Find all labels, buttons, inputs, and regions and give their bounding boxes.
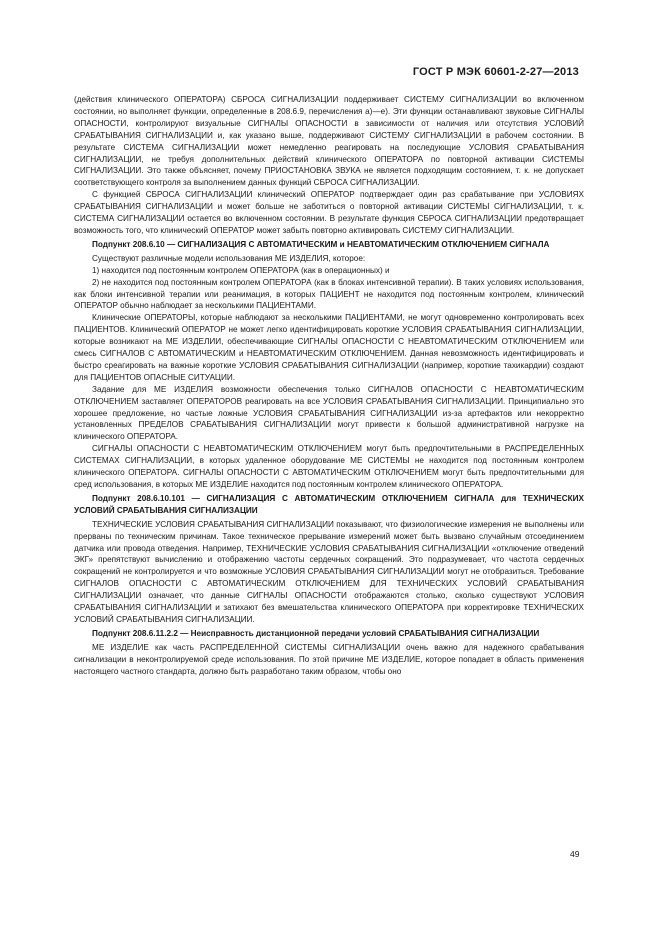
list-item-1: 1) находится под постоянным контролем ОПЕРАТОРА (как в операционных) и (92, 265, 390, 275)
paragraph-distributed-alarm-system: МЕ ИЗДЕЛИЕ как часть РАСПРЕДЕЛЕННОЙ СИСТЕМЫ СИГНАЛИЗАЦИИ очень важно для надежного срабатывания сигнализации в неконтролируемой среде использования. По этой причине МЕ ИЗДЕЛИЕ, которое попадает в область применения настоящего частного стандарта, должно быть разработано таким образом, чтобы оно (74, 642, 584, 676)
paragraph-technical-alarm-conditions: ТЕХНИЧЕСКИЕ УСЛОВИЯ СРАБАТЫВАНИЯ СИГНАЛИЗАЦИИ показывают, что физиологические измерения не выполнены или прерваны по техническим причинам. Такое техническое прерывание измерений может быть вызвано случайным отсоединением датчика или провода отведения. Например, ТЕХНИЧЕСКИЕ УСЛОВИЯ СРАБАТЫВАНИЯ СИГНАЛИЗАЦИИ «отключение отведений ЭКГ» препятствуют вычислению и отображению частоты сердечных сокращений. Это подразумевает, что частота сердечных сокращений не контролируется и что возможные УСЛОВИЯ СРАБАТЫВАНИЯ СИГНАЛИЗАЦИИ могут не отобразиться. Требование СИГНАЛОВ ОПАСНОСТИ С АВТОМАТИЧЕСКИМ ОТКЛЮЧЕНИЕМ ДЛЯ ТЕХНИЧЕСКИХ УСЛОВИЙ СРАБАТЫВАНИЯ СИГНАЛИЗАЦИИ означает, что данные СИГНАЛЫ ОПАСНОСТИ отображаются столько, сколько существуют УСЛОВИЯ СРАБАТЫВАНИЯ СИГНАЛИЗАЦИИ и затихают без вмешательства клинического ОПЕРАТОРА при корректировке ТЕХНИЧЕСКИХ УСЛОВИЙ СРАБАТЫВАНИЯ СИГНАЛИЗАЦИИ. (74, 519, 584, 624)
list-item-2: 2) не находится под постоянным контролем ОПЕРАТОРА (как в блоках интенсивной терапии). В таких условиях использования, как блоки интенсивной терапии или реанимация, в которых ПАЦИЕНТ не находится под постоянным контролем, клинический ОПЕРАТОР обычно наблюдает за несколькими ПАЦИЕНТАМИ. (74, 277, 584, 311)
paragraph-alarm-reset-continued: (действия клинического ОПЕРАТОРА) СБРОСА СИГНАЛИЗАЦИИ поддерживает СИСТЕМУ СИГНАЛИЗАЦИИ во включенном состоянии, но выполняет функции, определенные в 208.6.9, перечисления а)—е). Эти функции останавливают звуковые СИГНАЛЫ ОПАСНОСТИ, контролируют визуальные СИГНАЛЫ ОПАСНОСТИ в зависимости от наличия или отсутствия УСЛОВИЙ СРАБАТЫВАНИЯ СИГНАЛИЗАЦИИ и, как указано выше, поддерживают СИСТЕМУ СИГНАЛИЗАЦИИ в рабочем состоянии. В результате СИСТЕМА СИГНАЛИЗАЦИИ может немедленно реагировать на последующие УСЛОВИЯ СРАБАТЫВАНИЯ СИГНАЛИЗАЦИИ, не требуя дополнительных действий клинического ОПЕРАТОРА по повторной активации СИСТЕМЫ СИГНАЛИЗАЦИИ. Это также объясняет, почему ПРИОСТАНОВКА ЗВУКА не является подходящим состоянием, т. к. не допускает соответствующего контроля за выполнением данных функций СБРОСА СИГНАЛИЗАЦИИ. (74, 95, 584, 188)
subclause-heading-208-6-10: Подпункт 208.6.10 — СИГНАЛИЗАЦИЯ С АВТОМАТИЧЕСКИМ и НЕАВТОМАТИЧЕСКИМ ОТКЛЮЧЕНИЕМ СИГНАЛА (92, 239, 550, 249)
standard-header: ГОСТ Р МЭК 60601-2-27—2013 (412, 66, 579, 78)
page-number: 49 (570, 849, 580, 859)
subclause-heading-208-6-10-101: Подпункт 208.6.10.101 — СИГНАЛИЗАЦИЯ С АВТОМАТИЧЕСКИМ ОТКЛЮЧЕНИЕМ СИГНАЛА для ТЕХНИЧЕСКИХ УСЛОВИЙ СРАБАТЫВАНИЯ СИГНАЛИЗАЦИИ (74, 493, 584, 515)
paragraph-clinical-operators: Клинические ОПЕРАТОРЫ, которые наблюдают за несколькими ПАЦИЕНТАМИ, не могут одновременно контролировать всех ПАЦИЕНТОВ. Клинический ОПЕРАТОР не может легко идентифицировать короткие УСЛОВИЯ СРАБАТЫВАНИЯ СИГНАЛИЗАЦИИ, которые возникают на МЕ ИЗДЕЛИИ, обеспечивающие СИГНАЛЫ ОПАСНОСТИ С НЕАВТОМАТИЧЕСКИМ ОТКЛЮЧЕНИЕМ или смесь СИГНАЛОВ С АВТОМАТИЧЕСКИМ и НЕАВТОМАТИЧЕСКИМ ОТКЛЮЧЕНИЕМ. Данная невозможность идентифицировать и быстро среагировать на важные короткие УСЛОВИЯ СРАБАТЫВАНИЯ СИГНАЛИЗАЦИИ (например, короткие тахикардии) создают для ПАЦИЕНТОВ ОПАСНЫЕ СИТУАЦИИ. (74, 313, 584, 382)
paragraph-distributed-systems: СИГНАЛЫ ОПАСНОСТИ С НЕАВТОМАТИЧЕСКИМ ОТКЛЮЧЕНИЕМ могут быть предпочтительными в РАСПРЕДЕЛЕННЫХ СИСТЕМАХ СИГНАЛИЗАЦИИ, в которых удаленное оборудование МЕ СИСТЕМЫ не находится под постоянным контролем клинического ОПЕРАТОРА. СИГНАЛЫ ОПАСНОСТИ С АВТОМАТИЧЕСКИМ ОТКЛЮЧЕНИЕМ могут быть предпочтительными для сред использования, в которых МЕ ИЗДЕЛИЕ находится под постоянным контролем клинического ОПЕРАТОРА. (74, 444, 584, 489)
paragraph-usage-models: Существуют различные модели использования МЕ ИЗДЕЛИЯ, которое: (92, 253, 366, 263)
paragraph-non-latching-task: Задание для МЕ ИЗДЕЛИЯ возможности обеспечения только СИГНАЛОВ ОПАСНОСТИ С НЕАВТОМАТИЧЕСКИМ ОТКЛЮЧЕНИЕМ заставляет ОПЕРАТОРОВ реагировать на все УСЛОВИЯ СРАБАТЫВАНИЯ СИГНАЛИЗАЦИИ. Принципиально это хорошее предложение, но частые ложные УСЛОВИЯ СРАБАТЫВАНИЯ СИГНАЛИЗАЦИИ из-за артефактов или некорректно установленных ПРЕДЕЛОВ СРАБАТЫВАНИЯ СИГНАЛИЗАЦИИ могут привести к большой административной нагрузке на клинического ОПЕРАТОРА. (74, 384, 584, 442)
document-body (74, 94, 584, 678)
paragraph-alarm-reset-function: С функцией СБРОСА СИГНАЛИЗАЦИИ клинический ОПЕРАТОР подтверждает один раз срабатывание при УСЛОВИЯХ СРАБАТЫВАНИЯ СИГНАЛИЗАЦИИ и может больше не заботиться о повторной активации СИСТЕМЫ СИГНАЛИЗАЦИИ, т. к. СИСТЕМА СИГНАЛИЗАЦИИ остается во включенном состоянии. В результате функция СБРОСА СИГНАЛИЗАЦИИ предотвращает возможность того, что клинический ОПЕРАТОР может забыть повторно активировать СИСТЕМУ СИГНАЛИЗАЦИИ. (74, 190, 584, 235)
subclause-heading-208-6-11-2-2: Подпункт 208.6.11.2.2 — Неисправность дистанционной передачи условий СРАБАТЫВАНИЯ СИГНАЛИЗАЦИИ (92, 628, 540, 638)
